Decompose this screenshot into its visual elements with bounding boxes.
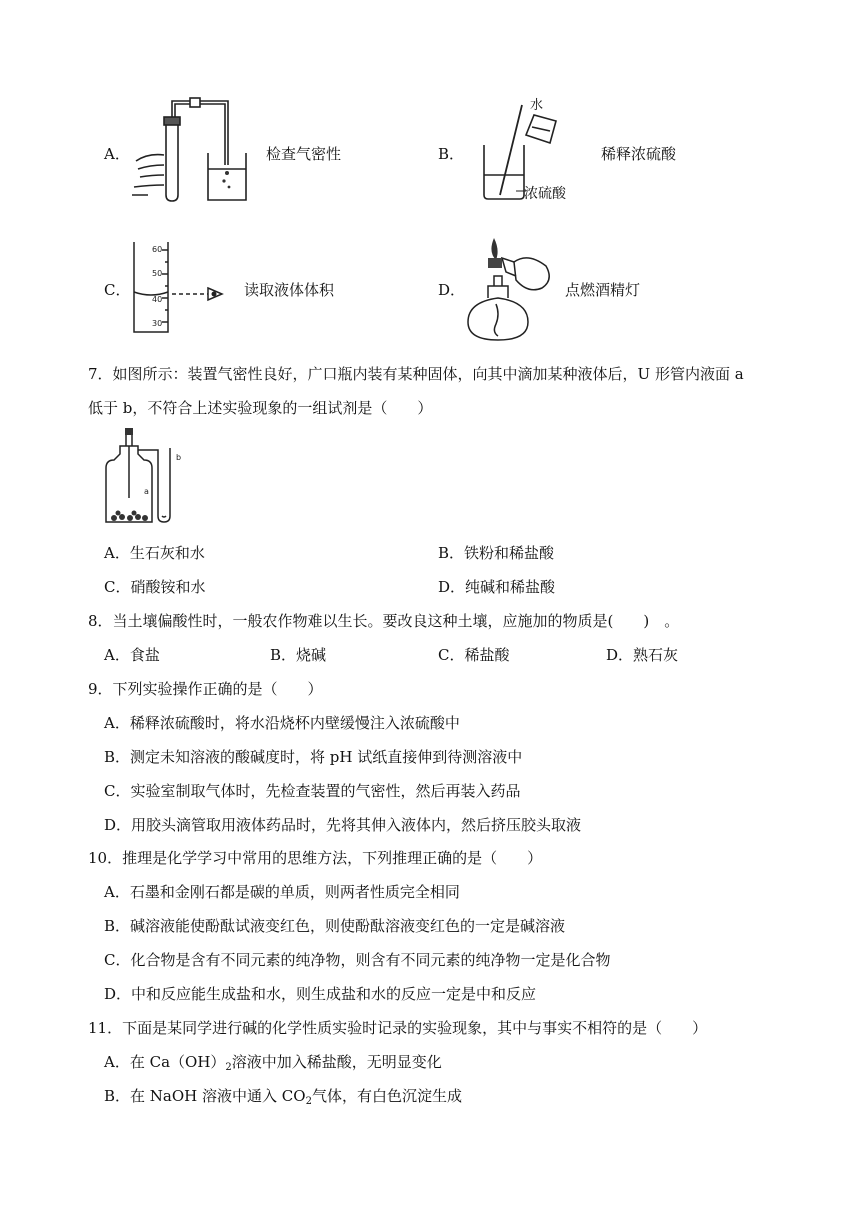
q6-option-d-letter: D． bbox=[438, 281, 466, 299]
tick-40: 40 bbox=[152, 295, 163, 304]
u-tube-apparatus-figure bbox=[100, 428, 200, 526]
q7-option-d: D．纯碱和稀盐酸 bbox=[438, 578, 556, 596]
q8-stem: 8．当土壤偏酸性时，一般农作物难以生长。要改良这种土壤，应施加的物质是( ) 。 bbox=[88, 612, 680, 630]
q6-option-b-caption: 稀释浓硫酸 bbox=[601, 145, 677, 163]
q11-option-b bbox=[104, 1086, 462, 1106]
q6-option-c-letter: C． bbox=[104, 281, 131, 299]
q11-option-b-pre: B．在 NaOH 溶液中通入 CO bbox=[104, 1087, 306, 1105]
q7-stem-line1: 7．如图所示：装置气密性良好，广口瓶内装有某种固体，向其中滴加某种液体后，U 形管内液面 a bbox=[88, 365, 744, 383]
q6-option-a-caption: 检查气密性 bbox=[266, 145, 342, 163]
q7-option-a: A．生石灰和水 bbox=[104, 544, 205, 562]
q8-option-b: B．烧碱 bbox=[270, 646, 327, 664]
label-a: a bbox=[144, 487, 149, 496]
q9-option-a: A．稀释浓硫酸时，将水沿烧杯内壁缓慢注入浓硫酸中 bbox=[104, 714, 460, 732]
tick-30: 30 bbox=[152, 319, 163, 328]
q11-option-a bbox=[104, 1052, 442, 1072]
q9-option-b: B．测定未知溶液的酸碱度时，将 pH 试纸直接伸到待测溶液中 bbox=[104, 748, 523, 766]
q11-stem: 11．下面是某同学进行碱的化学性质实验时记录的实验现象，其中与事实不相符的是（ ） bbox=[88, 1019, 708, 1037]
q8-option-c: C．稀盐酸 bbox=[438, 646, 510, 664]
tick-50: 50 bbox=[152, 269, 163, 278]
q7-stem-line2: 低于 b，不符合上述实验现象的一组试剂是（ ） bbox=[88, 399, 433, 417]
q11-option-a-pre: A．在 Ca（OH） bbox=[104, 1053, 226, 1071]
light-lamp-figure bbox=[458, 232, 558, 347]
q9-option-d: D．用胶头滴管取用液体药品时，先将其伸入液体内，然后挤压胶头取液 bbox=[104, 816, 582, 834]
q7-option-c: C．硝酸铵和水 bbox=[104, 578, 206, 596]
q6-option-c-caption: 读取液体体积 bbox=[244, 281, 335, 299]
q6-option-d-caption: 点燃酒精灯 bbox=[565, 281, 641, 299]
q6-option-b-letter: B． bbox=[438, 145, 465, 163]
q10-option-d: D．中和反应能生成盐和水，则生成盐和水的反应一定是中和反应 bbox=[104, 985, 537, 1003]
q7-option-b: B．铁粉和稀盐酸 bbox=[438, 544, 555, 562]
label-b: b bbox=[176, 453, 182, 462]
q11-option-a-subscript: 2 bbox=[225, 1062, 232, 1073]
read-volume-figure bbox=[130, 240, 230, 336]
q10-option-c: C．化合物是含有不同元素的纯净物，则含有不同元素的纯净物一定是化合物 bbox=[104, 951, 611, 969]
water-label: 水 bbox=[530, 98, 544, 113]
q10-option-b: B．碱溶液能使酚酞试液变红色，则使酚酞溶液变红色的一定是碱溶液 bbox=[104, 917, 566, 935]
tick-60: 60 bbox=[152, 245, 163, 254]
q6-option-a-letter: A． bbox=[104, 145, 130, 163]
q10-stem: 10．推理是化学学习中常用的思维方法，下列推理正确的是（ ） bbox=[88, 849, 543, 867]
q10-option-a: A．石墨和金刚石都是碳的单质，则两者性质完全相同 bbox=[104, 883, 460, 901]
q11-option-a-post: 溶液中加入稀盐酸，无明显变化 bbox=[231, 1053, 442, 1071]
airtightness-check-figure bbox=[128, 95, 253, 205]
q9-stem: 9．下列实验操作正确的是（ ） bbox=[88, 680, 323, 698]
q8-option-a: A．食盐 bbox=[104, 646, 160, 664]
q9-option-c: C．实验室制取气体时，先检查装置的气密性，然后再装入药品 bbox=[104, 782, 521, 800]
q11-option-b-post: 气体，有白色沉淀生成 bbox=[311, 1087, 462, 1105]
q8-option-d: D．熟石灰 bbox=[606, 646, 679, 664]
q11-option-b-subscript: 2 bbox=[305, 1096, 312, 1107]
conc-acid-label: 浓硫酸 bbox=[524, 186, 566, 202]
